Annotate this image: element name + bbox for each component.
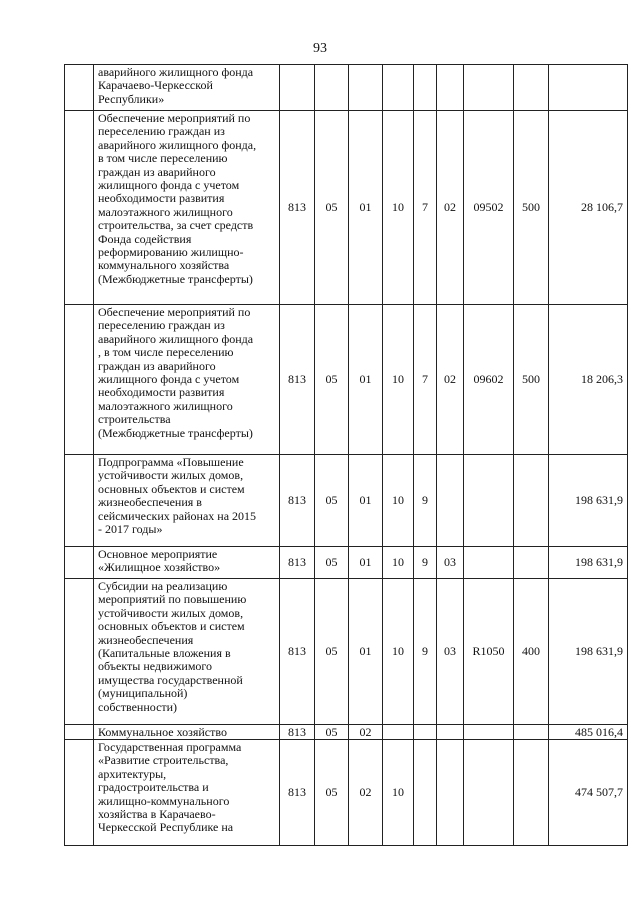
main-event-code [437, 455, 464, 547]
program-code: 10 [383, 579, 414, 725]
subsection-code: 01 [349, 547, 383, 579]
subprogram-code: 9 [414, 455, 437, 547]
main-event-code [437, 740, 464, 846]
expense-type-code [514, 65, 549, 111]
ministry-code: 813 [280, 725, 315, 740]
expense-name: Коммунальное хозяйство [94, 725, 280, 740]
ministry-code: 813 [280, 740, 315, 846]
budget-table [64, 64, 628, 846]
subprogram-code [414, 740, 437, 846]
page-number: 93 [313, 41, 327, 56]
table-row [65, 455, 628, 547]
program-code: 10 [383, 455, 414, 547]
direction-code [464, 547, 514, 579]
direction-code [464, 725, 514, 740]
row-index-cell [65, 305, 94, 455]
sum-value: 474 507,7 [549, 740, 628, 846]
section-code [315, 65, 349, 111]
direction-code: R1050 [464, 579, 514, 725]
subsection-code: 01 [349, 305, 383, 455]
row-index-cell [65, 455, 94, 547]
row-index-cell [65, 725, 94, 740]
expense-type-code: 500 [514, 305, 549, 455]
section-code: 05 [315, 455, 349, 547]
program-code: 10 [383, 305, 414, 455]
sum-value [549, 65, 628, 111]
row-index-cell [65, 579, 94, 725]
ministry-code: 813 [280, 305, 315, 455]
program-code: 10 [383, 740, 414, 846]
expense-name: Основное мероприятие «Жилищное хозяйство» [94, 547, 280, 579]
subsection-code: 01 [349, 455, 383, 547]
row-index-cell [65, 65, 94, 111]
subsection-code: 01 [349, 111, 383, 305]
section-code: 05 [315, 111, 349, 305]
subprogram-code [414, 725, 437, 740]
subsection-code [349, 65, 383, 111]
subprogram-code [414, 65, 437, 111]
program-code: 10 [383, 111, 414, 305]
table-row [65, 305, 628, 455]
section-code: 05 [315, 740, 349, 846]
sum-value: 28 106,7 [549, 111, 628, 305]
expense-name: Государственная программа «Развитие строительства, архитектуры, градостроительства и жилищно-коммунального хозяйства в Карачаево- Черкесской Республике на [94, 740, 280, 846]
expense-type-code: 400 [514, 579, 549, 725]
expense-name: Обеспечение мероприятий по переселению граждан из аварийного жилищного фонда , в том числе переселению граждан из аварийного жилищного фонда с учетом необходимости развития малоэтажного жилищного строительства (Межбюджетные трансферты) [94, 305, 280, 455]
main-event-code: 02 [437, 111, 464, 305]
section-code: 05 [315, 725, 349, 740]
ministry-code [280, 65, 315, 111]
main-event-code [437, 725, 464, 740]
subsection-code: 01 [349, 579, 383, 725]
main-event-code: 03 [437, 547, 464, 579]
expense-name: аварийного жилищного фонда Карачаево-Черкесской Республики» [94, 65, 280, 111]
sum-value: 198 631,9 [549, 579, 628, 725]
expense-type-code [514, 740, 549, 846]
section-code: 05 [315, 579, 349, 725]
direction-code: 09502 [464, 111, 514, 305]
ministry-code: 813 [280, 579, 315, 725]
section-code: 05 [315, 547, 349, 579]
program-code [383, 65, 414, 111]
section-code: 05 [315, 305, 349, 455]
expense-name: Подпрограмма «Повышение устойчивости жилых домов, основных объектов и систем жизнеобеспечения в сейсмических районах на 2015 - 2017 годы» [94, 455, 280, 547]
table-row [65, 547, 628, 579]
expense-type-code [514, 725, 549, 740]
expense-type-code [514, 547, 549, 579]
subsection-code: 02 [349, 725, 383, 740]
table-row [65, 579, 628, 725]
sum-value: 198 631,9 [549, 455, 628, 547]
subprogram-code: 7 [414, 111, 437, 305]
expense-type-code: 500 [514, 111, 549, 305]
expense-name: Обеспечение мероприятий по переселению граждан из аварийного жилищного фонда, в том числе переселению граждан из аварийного жилищного фонда с учетом необходимости развития малоэтажного жилищного строительства, за счет средств Фонда содействия реформированию жилищно- коммунального хозяйства (Межбюджетные трансферты) [94, 111, 280, 305]
program-code [383, 725, 414, 740]
expense-type-code [514, 455, 549, 547]
subprogram-code: 9 [414, 579, 437, 725]
main-event-code [437, 65, 464, 111]
sum-value: 18 206,3 [549, 305, 628, 455]
sum-value: 485 016,4 [549, 725, 628, 740]
main-event-code: 03 [437, 579, 464, 725]
ministry-code: 813 [280, 547, 315, 579]
subsection-code: 02 [349, 740, 383, 846]
table-row [65, 65, 628, 111]
subprogram-code: 7 [414, 305, 437, 455]
program-code: 10 [383, 547, 414, 579]
direction-code: 09602 [464, 305, 514, 455]
table-row [65, 740, 628, 846]
main-event-code: 02 [437, 305, 464, 455]
row-index-cell [65, 547, 94, 579]
direction-code [464, 455, 514, 547]
direction-code [464, 740, 514, 846]
direction-code [464, 65, 514, 111]
subprogram-code: 9 [414, 547, 437, 579]
row-index-cell [65, 111, 94, 305]
expense-name: Субсидии на реализацию мероприятий по повышению устойчивости жилых домов, основных объектов и систем жизнеобеспечения (Капитальные вложения в объекты недвижимого имущества государственной (муниципальной) собственности) [94, 579, 280, 725]
sum-value: 198 631,9 [549, 547, 628, 579]
table-row [65, 111, 628, 305]
ministry-code: 813 [280, 455, 315, 547]
table-row [65, 725, 628, 740]
ministry-code: 813 [280, 111, 315, 305]
row-index-cell [65, 740, 94, 846]
